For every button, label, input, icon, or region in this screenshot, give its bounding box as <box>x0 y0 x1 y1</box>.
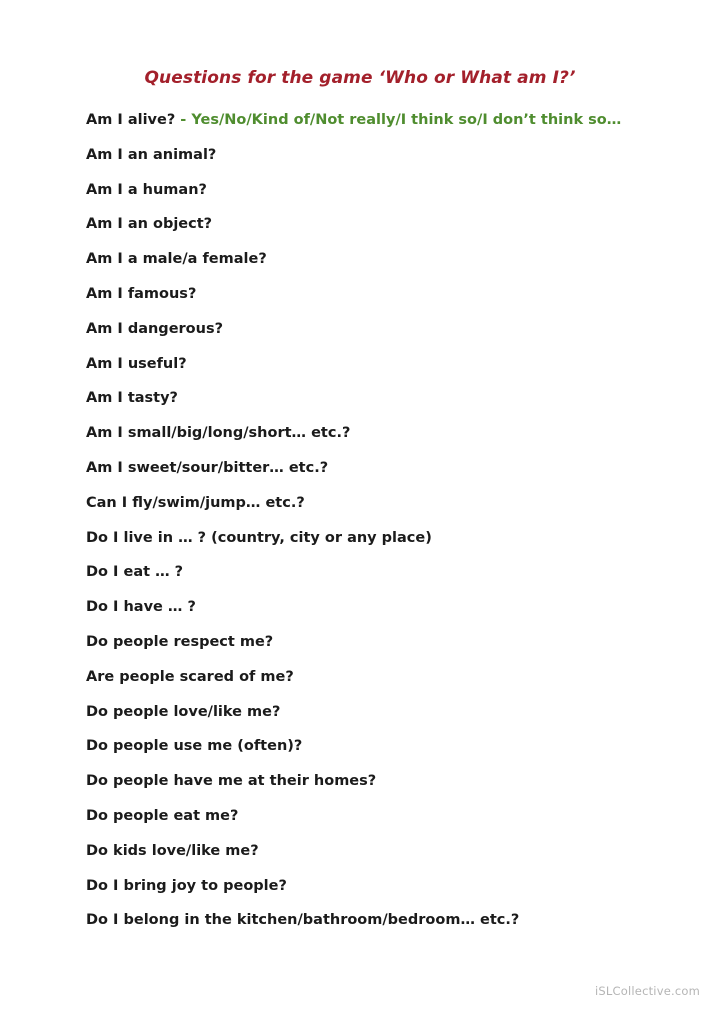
question-item: Do people have me at their homes? <box>86 773 377 790</box>
question-item: Do I eat … ? <box>86 564 184 581</box>
question-item: Am I famous? <box>86 285 197 302</box>
question-item: Am I small/big/long/short… etc.? <box>86 425 351 442</box>
question-item: Can I fly/swim/jump… etc.? <box>86 494 305 511</box>
question-text: Am I alive? <box>86 112 176 128</box>
question-item <box>86 109 621 144</box>
question-item: Do I bring joy to people? <box>86 877 287 894</box>
question-item: Do kids love/like me? <box>86 842 259 859</box>
question-item: Do I have … ? <box>86 599 196 616</box>
watermark: iSLCollective.com <box>595 984 700 998</box>
question-item: Do people love/like me? <box>86 703 281 720</box>
question-item: Do I live in … ? (country, city or any place) <box>86 529 432 546</box>
answer-options: - Yes/No/Kind of/Not really/I think so/I don’t think so… <box>175 112 622 128</box>
question-item: Am I useful? <box>86 355 187 372</box>
question-item: Are people scared of me? <box>86 668 294 685</box>
question-list <box>86 109 621 944</box>
question-item: Am I sweet/sour/bitter… etc.? <box>86 459 329 476</box>
question-item: Do people respect me? <box>86 633 274 650</box>
question-item: Am I an animal? <box>86 146 217 163</box>
question-item: Am I tasty? <box>86 390 178 407</box>
question-item: Do people eat me? <box>86 807 239 824</box>
question-item: Am I a human? <box>86 181 207 198</box>
question-item: Am I an object? <box>86 216 213 233</box>
worksheet-title: Questions for the game ‘Who or What am I?’ <box>144 68 576 88</box>
question-item: Am I a male/a female? <box>86 251 267 268</box>
question-item: Do I belong in the kitchen/bathroom/bedroom… etc.? <box>86 912 520 929</box>
question-item: Do people use me (often)? <box>86 738 303 755</box>
question-item: Am I dangerous? <box>86 320 223 337</box>
